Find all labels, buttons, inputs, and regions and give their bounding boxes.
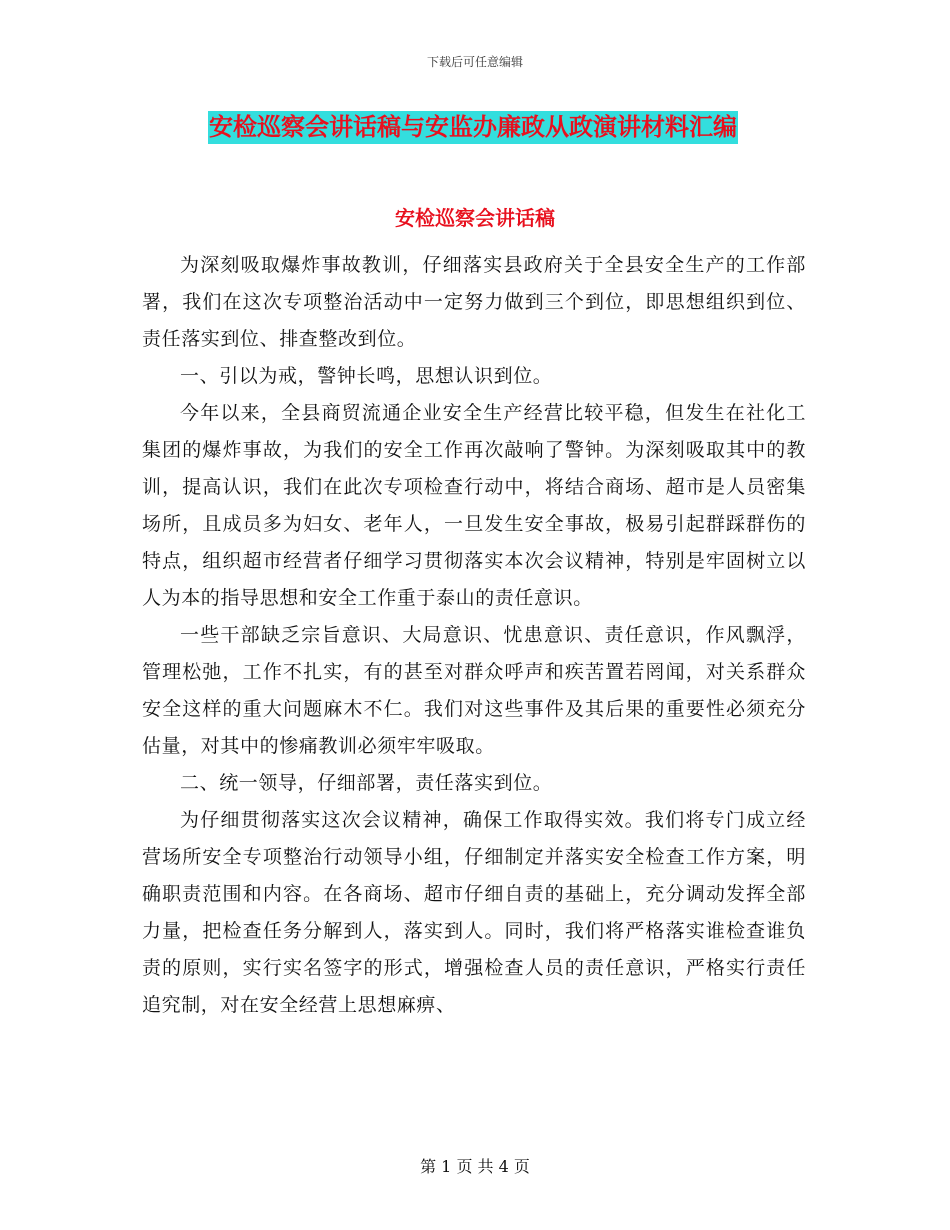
page-footer: 第 1 页 共 4 页 <box>420 1157 530 1176</box>
paragraph: 一、引以为戒，警钟长鸣，思想认识到位。 <box>180 365 553 387</box>
body-text <box>142 247 806 1024</box>
section-title: 安检巡察会讲话稿 <box>395 206 555 230</box>
document-title: 安检巡察会讲话稿与安监办廉政从政演讲材料汇编 <box>208 111 738 144</box>
paragraph: 二、统一领导，仔细部署，责任落实到位。 <box>180 772 553 794</box>
paragraph: 为深刻吸取爆炸事故教训，仔细落实县政府关于全县安全生产的工作部署，我们在这次专项整治活动中一定努力做到三个到位，即思想组织到位、责任落实到位、排查整改到位。 <box>142 254 806 350</box>
header-note: 下载后可任意编辑 <box>426 55 523 69</box>
paragraph: 一些干部缺乏宗旨意识、大局意识、忧患意识、责任意识，作风飘浮，管理松弛，工作不扎实，有的甚至对群众呼声和疾苦置若罔闻，对关系群众安全这样的重大问题麻木不仁。我们对这些事件及其后果的重要性必须充分估量，对其中的惨痛教训必须牢牢吸取。 <box>142 624 806 757</box>
paragraph: 今年以来，全县商贸流通企业安全生产经营比较平稳，但发生在社化工集团的爆炸事故，为我们的安全工作再次敲响了警钟。为深刻吸取其中的教训，提高认识，我们在此次专项检查行动中，将结合商场、超市是人员密集场所，且成员多为妇女、老年人，一旦发生安全事故，极易引起群踩群伤的特点，组织超市经营者仔细学习贯彻落实本次会议精神，特别是牢固树立以人为本的指导思想和安全工作重于泰山的责任意识。 <box>142 402 806 609</box>
paragraph: 为仔细贯彻落实这次会议精神，确保工作取得实效。我们将专门成立经营场所安全专项整治行动领导小组，仔细制定并落实安全检查工作方案，明确职责范围和内容。在各商场、超市仔细自责的基础上，充分调动发挥全部力量，把检查任务分解到人，落实到人。同时，我们将严格落实谁检查谁负责的原则，实行实名签字的形式，增强检查人员的责任意识，严格实行责任追究制，对在安全经营上思想麻痹、 <box>142 809 806 1016</box>
